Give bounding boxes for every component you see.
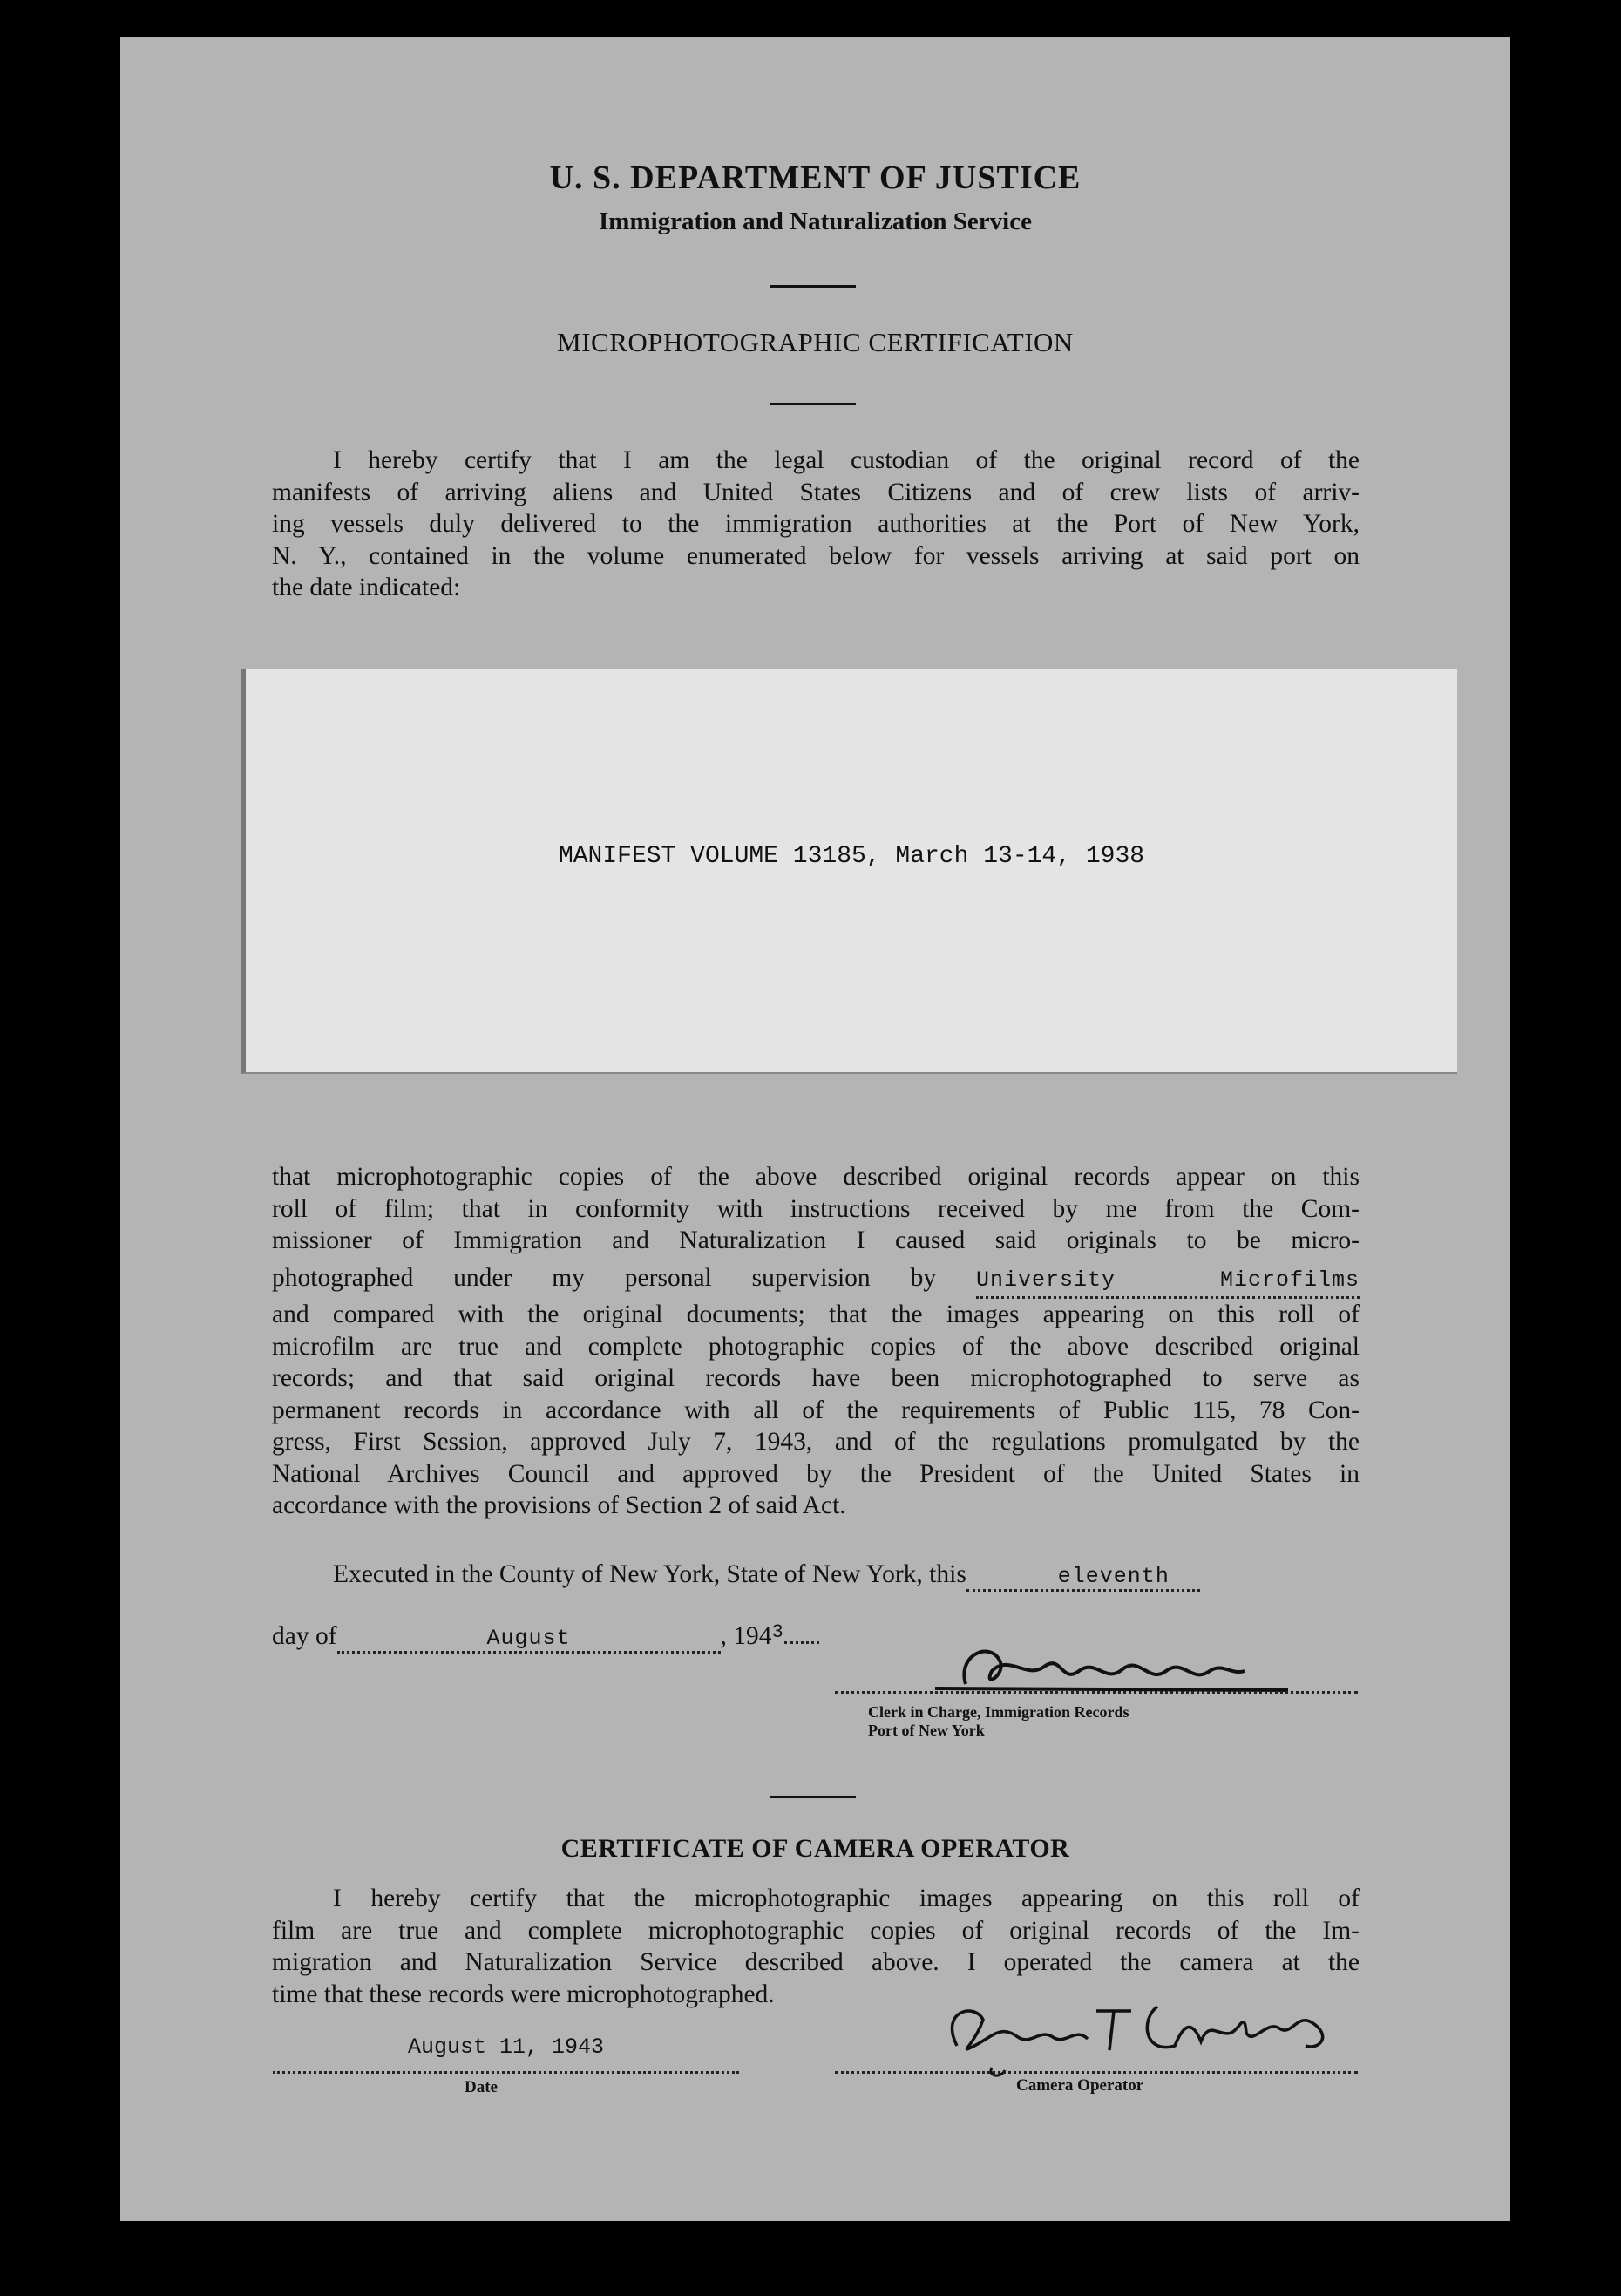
camera-line: I hereby certify that the microphotographic images appearing on this roll of bbox=[333, 1885, 1360, 1912]
camera-line: migration and Naturalization Service described above. I operated the camera at the bbox=[272, 1948, 1360, 1976]
day-field bbox=[966, 1560, 1200, 1592]
clerk-signature-line bbox=[835, 1691, 1358, 1694]
intro-line: I hereby certify that I am the legal custodian of the original record of the bbox=[333, 446, 1360, 474]
manifest-label: MANIFEST VOLUME 13185, March 13-14, 1938 bbox=[558, 843, 1145, 870]
camera-operator-line bbox=[835, 2071, 1358, 2074]
camera-operator-label: Camera Operator bbox=[1016, 2076, 1144, 2095]
intro-paragraph bbox=[272, 445, 1360, 604]
clerk-port: Port of New York bbox=[868, 1722, 985, 1739]
date-line bbox=[273, 2071, 739, 2074]
supervision-value: University Microfilms bbox=[976, 1267, 1360, 1293]
year-field bbox=[784, 1641, 819, 1644]
body-line: and compared with the original documents; that the images appearing on this roll of bbox=[272, 1301, 1360, 1328]
intro-line: ing vessels duly delivered to the immigration authorities at the Port of New York, bbox=[272, 510, 1360, 538]
service-subtitle: Immigration and Naturalization Service bbox=[599, 207, 1032, 235]
body-line: gress, First Session, approved July 7, 1943, and of the regulations promulgated by the bbox=[272, 1428, 1360, 1456]
divider bbox=[770, 403, 856, 405]
date-label: Date bbox=[465, 2078, 498, 2096]
certificate-page bbox=[120, 37, 1510, 2221]
camera-certificate-title: CERTIFICATE OF CAMERA OPERATOR bbox=[560, 1834, 1070, 1863]
body-line: roll of film; that in conformity with instructions received by me from the Com- bbox=[272, 1194, 1360, 1223]
camera-line: time that these records were microphotographed. bbox=[272, 1980, 775, 2008]
body-line: accordance with the provisions of Section 2 of said Act. bbox=[272, 1491, 846, 1519]
clerk-signature bbox=[931, 1636, 1297, 1706]
body-line: that microphotographic copies of the above described original records appear on this bbox=[272, 1163, 1360, 1191]
supervision-field bbox=[976, 1262, 1360, 1300]
year-prefix: , 194 bbox=[720, 1622, 772, 1650]
body-line: permanent records in accordance with all of the requirements of Public 115, 78 Con- bbox=[272, 1396, 1360, 1424]
certification-title: MICROPHOTOGRAPHIC CERTIFICATION bbox=[557, 327, 1074, 357]
clerk-caption bbox=[868, 1703, 1129, 1740]
month-value: August bbox=[486, 1626, 571, 1651]
supervision-prefix: photographed under my personal supervision by bbox=[272, 1263, 937, 1292]
camera-line: film are true and complete microphotographic copies of original records of the Im- bbox=[272, 1916, 1360, 1945]
supervision-line bbox=[272, 1262, 1360, 1300]
body-line: microfilm are true and complete photographic copies of the above described original bbox=[272, 1332, 1360, 1361]
year-digit: 3 bbox=[771, 1621, 784, 1643]
date-of-execution bbox=[272, 1621, 819, 1654]
certification-body bbox=[272, 1161, 1360, 1522]
execution-line bbox=[272, 1560, 1360, 1592]
certificate-date-value: August 11, 1943 bbox=[408, 2034, 605, 2060]
execution-prefix: Executed in the County of New York, State of New York, this bbox=[333, 1560, 966, 1588]
month-field bbox=[337, 1622, 721, 1654]
intro-line: the date indicated: bbox=[272, 574, 461, 601]
day-value: eleventh bbox=[1057, 1564, 1170, 1589]
day-of-label: day of bbox=[272, 1622, 337, 1650]
body-line: National Archives Council and approved by the President of the United States in bbox=[272, 1459, 1360, 1488]
body-line: missioner of Immigration and Naturalization I caused said originals to be micro- bbox=[272, 1226, 1360, 1254]
department-title: U. S. DEPARTMENT OF JUSTICE bbox=[549, 160, 1082, 196]
camera-operator-signature bbox=[922, 1985, 1375, 2081]
intro-line: N. Y., contained in the volume enumerated below for vessels arriving at said port on bbox=[272, 541, 1360, 570]
clerk-title: Clerk in Charge, Immigration Records bbox=[868, 1703, 1129, 1721]
divider bbox=[770, 285, 856, 288]
body-line: records; and that said original records have been microphotographed to serve as bbox=[272, 1364, 1360, 1392]
intro-line: manifests of arriving aliens and United States Citizens and of crew lists of arriv- bbox=[272, 478, 1360, 506]
divider bbox=[770, 1796, 856, 1798]
manifest-slip bbox=[241, 669, 1457, 1074]
